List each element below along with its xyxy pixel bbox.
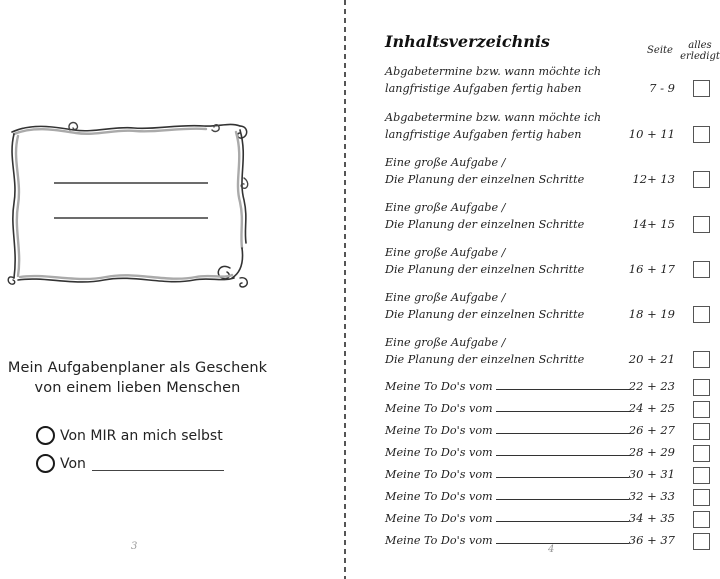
- column-header-erledigt: [680, 40, 720, 62]
- todo-item: [385, 466, 715, 483]
- toc-item-pages: 10 + 11: [628, 127, 675, 141]
- toc-item: [385, 289, 715, 323]
- toc-item-line-1: Eine große Aufgabe /: [385, 201, 506, 214]
- todo-pages: 26 + 27: [628, 423, 675, 437]
- giver-name-blank[interactable]: [92, 457, 224, 471]
- todo-pages: 22 + 23: [628, 379, 675, 393]
- gift-title-line-2: von einem lieben Menschen: [34, 380, 241, 396]
- todo-item: [385, 422, 715, 439]
- toc-item: [385, 199, 715, 233]
- page-number-right: 4: [548, 544, 555, 555]
- toc-item-pages: 20 + 21: [628, 352, 675, 366]
- toc-item-line-2: Die Planung der einzelnen Schritte: [385, 173, 585, 186]
- toc-item-pages: 16 + 17: [628, 262, 675, 276]
- toc-item-line-1: Eine große Aufgabe /: [385, 291, 506, 304]
- date-blank[interactable]: [496, 400, 629, 412]
- toc-item: [385, 109, 715, 143]
- toc-item-line-1: Eine große Aufgabe /: [385, 156, 506, 169]
- toc-item-line-2: Die Planung der einzelnen Schritte: [385, 263, 585, 276]
- done-checkbox[interactable]: [693, 261, 710, 278]
- toc-item-line-1: Abgabetermine bzw. wann möchte ich: [385, 65, 602, 78]
- gift-title-line-1: Mein Aufgabenplaner als Geschenk: [7, 360, 268, 376]
- gift-option-self[interactable]: [36, 426, 223, 445]
- todo-label: Meine To Do's vom: [385, 402, 493, 415]
- column-header-erledigt-line-2: erledigt: [680, 51, 720, 62]
- date-blank[interactable]: [496, 444, 629, 456]
- todo-label: Meine To Do's vom: [385, 512, 493, 525]
- date-blank[interactable]: [496, 510, 629, 522]
- todo-item: [385, 444, 715, 461]
- done-checkbox[interactable]: [693, 467, 710, 484]
- date-blank[interactable]: [496, 532, 629, 544]
- done-checkbox[interactable]: [693, 445, 710, 462]
- radio-button[interactable]: [36, 454, 55, 473]
- toc-item-line-1: Eine große Aufgabe /: [385, 336, 506, 349]
- done-checkbox[interactable]: [693, 423, 710, 440]
- todo-label: Meine To Do's vom: [385, 490, 493, 503]
- todo-item: [385, 510, 715, 527]
- todo-pages: 28 + 29: [628, 445, 675, 459]
- todo-label: Meine To Do's vom: [385, 380, 493, 393]
- toc-item-pages: 18 + 19: [628, 307, 675, 321]
- toc-item: [385, 334, 715, 368]
- todo-label: Meine To Do's vom: [385, 424, 493, 437]
- frame-blank-line-2: [54, 217, 208, 219]
- gift-option-label: Von: [60, 455, 86, 472]
- toc-item: [385, 244, 715, 278]
- toc-item-line-2: Die Planung der einzelnen Schritte: [385, 218, 585, 231]
- column-header-seite: Seite: [647, 45, 673, 56]
- done-checkbox[interactable]: [693, 489, 710, 506]
- done-checkbox[interactable]: [693, 351, 710, 368]
- done-checkbox[interactable]: [693, 216, 710, 233]
- toc-item-line-2: Die Planung der einzelnen Schritte: [385, 308, 585, 321]
- todo-item: [385, 400, 715, 417]
- toc-item-line-1: Abgabetermine bzw. wann möchte ich: [385, 111, 602, 124]
- toc-item: [385, 154, 715, 188]
- gift-option-label: Von MIR an mich selbst: [60, 427, 223, 444]
- toc-item: [385, 63, 715, 97]
- todo-label: Meine To Do's vom: [385, 468, 493, 481]
- toc-item-line-2: Die Planung der einzelnen Schritte: [385, 353, 585, 366]
- todo-pages: 30 + 31: [628, 467, 675, 481]
- done-checkbox[interactable]: [693, 80, 710, 97]
- radio-button[interactable]: [36, 426, 55, 445]
- gift-option-other[interactable]: [36, 454, 224, 473]
- date-blank[interactable]: [496, 488, 629, 500]
- toc-item-line-2: langfristige Aufgaben fertig haben: [385, 128, 582, 141]
- todo-item: [385, 488, 715, 505]
- todo-pages: 32 + 33: [628, 489, 675, 503]
- todo-label: Meine To Do's vom: [385, 534, 493, 547]
- todo-item: [385, 378, 715, 395]
- done-checkbox[interactable]: [693, 533, 710, 550]
- todo-pages: 24 + 25: [628, 401, 675, 415]
- page-title: Inhaltsverzeichnis: [385, 32, 550, 51]
- done-checkbox[interactable]: [693, 379, 710, 396]
- toc-item-pages: 14+ 15: [632, 217, 675, 231]
- date-blank[interactable]: [496, 422, 629, 434]
- gift-title: [0, 358, 275, 398]
- todo-pages: 36 + 37: [628, 533, 675, 547]
- done-checkbox[interactable]: [693, 401, 710, 418]
- toc-item-line-2: langfristige Aufgaben fertig haben: [385, 82, 582, 95]
- frame-blank-line-1: [54, 182, 208, 184]
- page-number-left: 3: [131, 541, 138, 552]
- date-blank[interactable]: [496, 378, 629, 390]
- column-header-erledigt-line-1: alles: [688, 40, 712, 51]
- toc-item-pages: 12+ 13: [632, 172, 675, 186]
- todo-label: Meine To Do's vom: [385, 446, 493, 459]
- ornamental-frame-icon: [4, 118, 254, 290]
- date-blank[interactable]: [496, 466, 629, 478]
- done-checkbox[interactable]: [693, 306, 710, 323]
- done-checkbox[interactable]: [693, 126, 710, 143]
- toc-item-pages: 7 - 9: [649, 81, 675, 95]
- todo-pages: 34 + 35: [628, 511, 675, 525]
- done-checkbox[interactable]: [693, 511, 710, 528]
- toc-item-line-1: Eine große Aufgabe /: [385, 246, 506, 259]
- done-checkbox[interactable]: [693, 171, 710, 188]
